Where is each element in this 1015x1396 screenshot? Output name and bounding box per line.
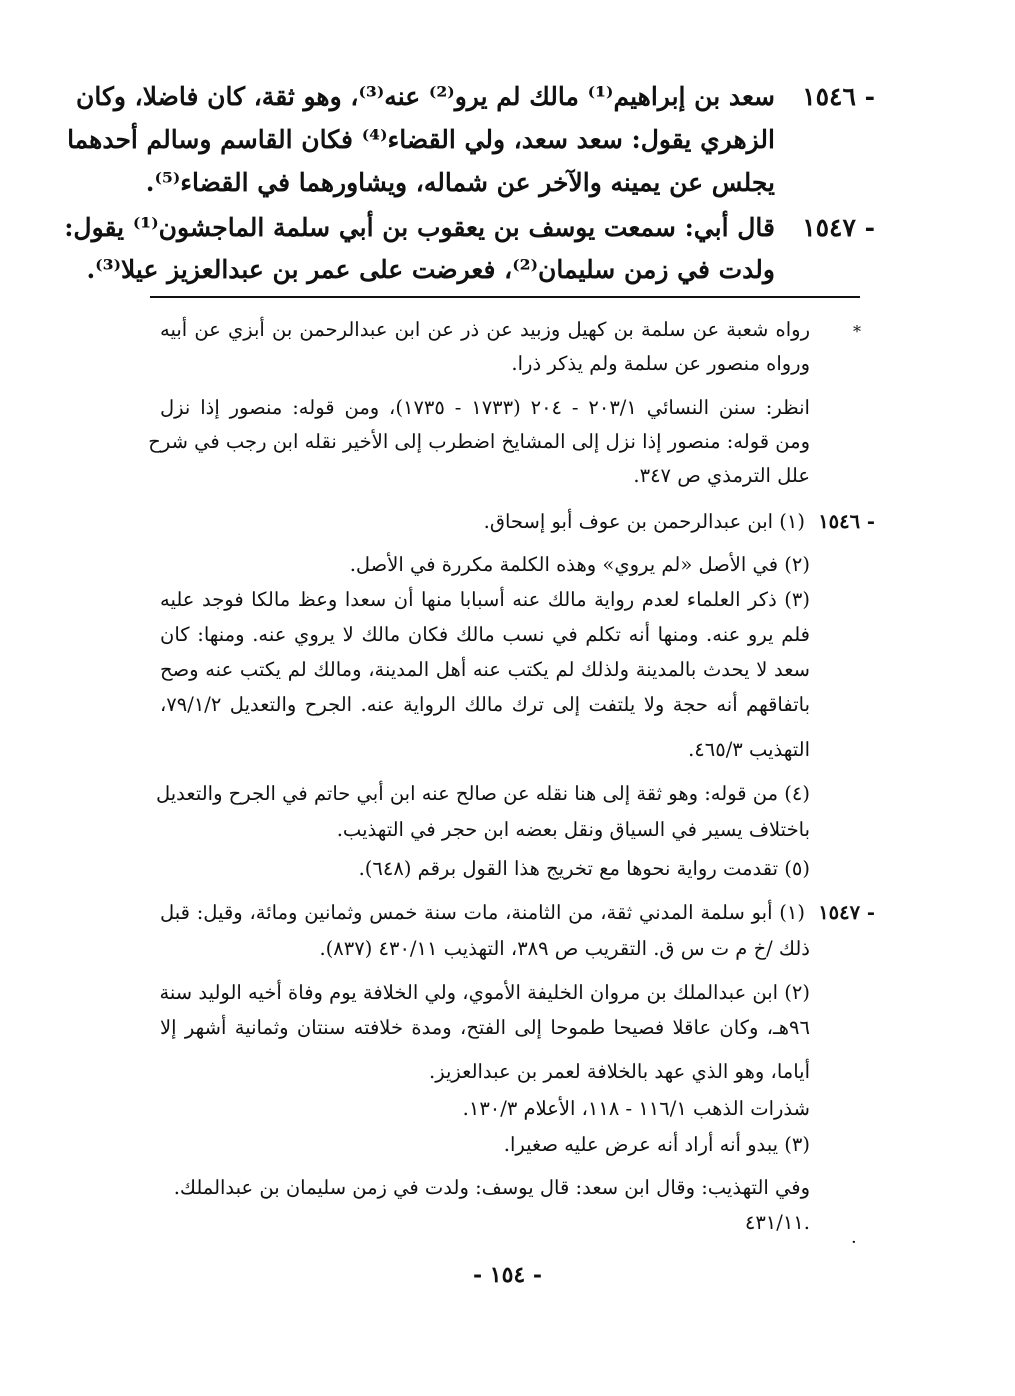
- fn1547-line-5: أياما، وهو الذي عهد بالخلافة لعمر بن عبدالعزيز.: [429, 1060, 810, 1083]
- entry-1547-line-1: قال أبي: سمعت يوسف بن يعقوب بن أبي سلمة الماجشون⁽¹⁾ يقول:: [64, 213, 775, 242]
- fn1547-line-8: وفي التهذيب: وقال ابن سعد: قال يوسف: ولدت في زمن سليمان بن عبدالملك.: [173, 1176, 810, 1199]
- footnote-number-1547: ١٥٤٧ -: [818, 901, 875, 924]
- entry-number-1546: ١٥٤٦ -: [802, 82, 875, 111]
- star-note-line-3: انظر: سنن النسائي ٢٠٣/١ - ٢٠٤ (١٧٣٣ - ١٧٣٥)، ومن قوله: منصور إذا نزل: [160, 396, 810, 419]
- fn1547-line-7: (٣) يبدو أنه أراد أنه عرض عليه صغيرا.: [503, 1133, 810, 1156]
- page-number: - ١٥٤ -: [472, 1262, 543, 1288]
- fn1547-line-4: ٩٦هـ، وكان عاقلا فصيحا طموحا إلى الفتح، ومدة خلافته سنتان وثمانية أشهر إلا: [160, 1016, 810, 1039]
- fn1546-line-4: فلم يرو عنه. ومنها أنه تكلم في نسب مالك فكان مالك لا يروي عنه. ومنها: كان: [160, 623, 810, 646]
- fn1546-line-8: (٤) من قوله: وهو ثقة إلى هنا نقله عن صالح عنه ابن أبي حاتم في الجرح والتعديل: [155, 782, 810, 805]
- fn1547-line-1: (١) أبو سلمة المدني ثقة، من الثامنة، مات سنة خمس وثمانين ومائة، وقيل: قبل: [160, 901, 805, 924]
- fn1546-line-2: (٢) في الأصل «لم يروي» وهذه الكلمة مكررة في الأصل.: [349, 553, 810, 576]
- fn1546-line-10: (٥) تقدمت رواية نحوها مع تخريج هذا القول برقم (٦٤٨).: [358, 857, 810, 880]
- entry-1546-line-3: يجلس عن يمينه والآخر عن شماله، ويشاورهما في القضاء⁽⁵⁾.: [145, 168, 775, 197]
- entry-1546-line-2: الزهري يقول: سعد سعد، ولي القضاء⁽⁴⁾ فكان القاسم وسالم أحدهما: [67, 125, 775, 154]
- entry-number-1547: ١٥٤٧ -: [802, 213, 875, 242]
- fn1547-line-2: ذلك /خ م ت س ق. التقريب ص ٣٨٩، التهذيب ٤٣٠/١١ (٨٣٧).: [319, 937, 810, 960]
- footnote-star-marker: *: [853, 322, 861, 341]
- fn1546-line-7: التهذيب ٤٦٥/٣.: [688, 738, 810, 761]
- star-note-line-5: علل الترمذي ص ٣٤٧.: [633, 464, 810, 487]
- footnote-separator: [150, 296, 860, 298]
- entry-1547-line-2: ولدت في زمن سليمان⁽²⁾، فعرضت على عمر بن عبدالعزيز عيلا⁽³⁾.: [86, 255, 775, 284]
- fn1546-line-3: (٣) ذكر العلماء لعدم رواية مالك عنه أسبابا منها أن سعدا وعظ مالكا فوجد عليه: [160, 588, 810, 611]
- star-note-line-1: رواه شعبة عن سلمة بن كهيل وزبيد عن ذر عن ابن عبدالرحمن بن أبزي عن أبيه: [160, 318, 810, 341]
- fn1546-line-6: باتفاقهم أنه حجة ولا يلتفت إلى ترك مالك الرواية عنه. الجرح والتعديل ٧٩/١/٢،: [160, 693, 810, 716]
- fn1547-line-9: ٤٣١/١١.: [744, 1211, 810, 1234]
- star-note-line-4: ومن قوله: منصور إذا نزل إلى المشايخ اضطرب إلى الأخير نقله ابن رجب في شرح: [148, 430, 810, 453]
- fn1547-line-6: شذرات الذهب ١١٦/١ - ١١٨، الأعلام ١٣٠/٣.: [462, 1097, 810, 1120]
- fn1547-line-3: (٢) ابن عبدالملك بن مروان الخليفة الأموي، ولي الخلافة يوم وفاة أخيه الوليد سنة: [159, 981, 810, 1004]
- star-note-line-2: ورواه منصور عن سلمة ولم يذكر ذرا.: [511, 352, 810, 375]
- fn1546-line-9: باختلاف يسير في السياق ونقل بعضه ابن حجر في التهذيب.: [336, 818, 810, 841]
- fn1546-line-1: (١) ابن عبدالرحمن بن عوف أبو إسحاق.: [483, 510, 805, 533]
- footnote-number-1546: ١٥٤٦ -: [818, 510, 875, 533]
- fn1546-line-5: سعد لا يحدث بالمدينة ولذلك لم يكتب عنه أهل المدينة، ومالك لم يكتب عنه وصح: [160, 658, 810, 681]
- margin-dot: ·: [851, 1232, 857, 1253]
- entry-1546-line-1: سعد بن إبراهيم⁽¹⁾ مالك لم يرو⁽²⁾ عنه⁽³⁾، وهو ثقة، كان فاضلا، وكان: [76, 82, 775, 111]
